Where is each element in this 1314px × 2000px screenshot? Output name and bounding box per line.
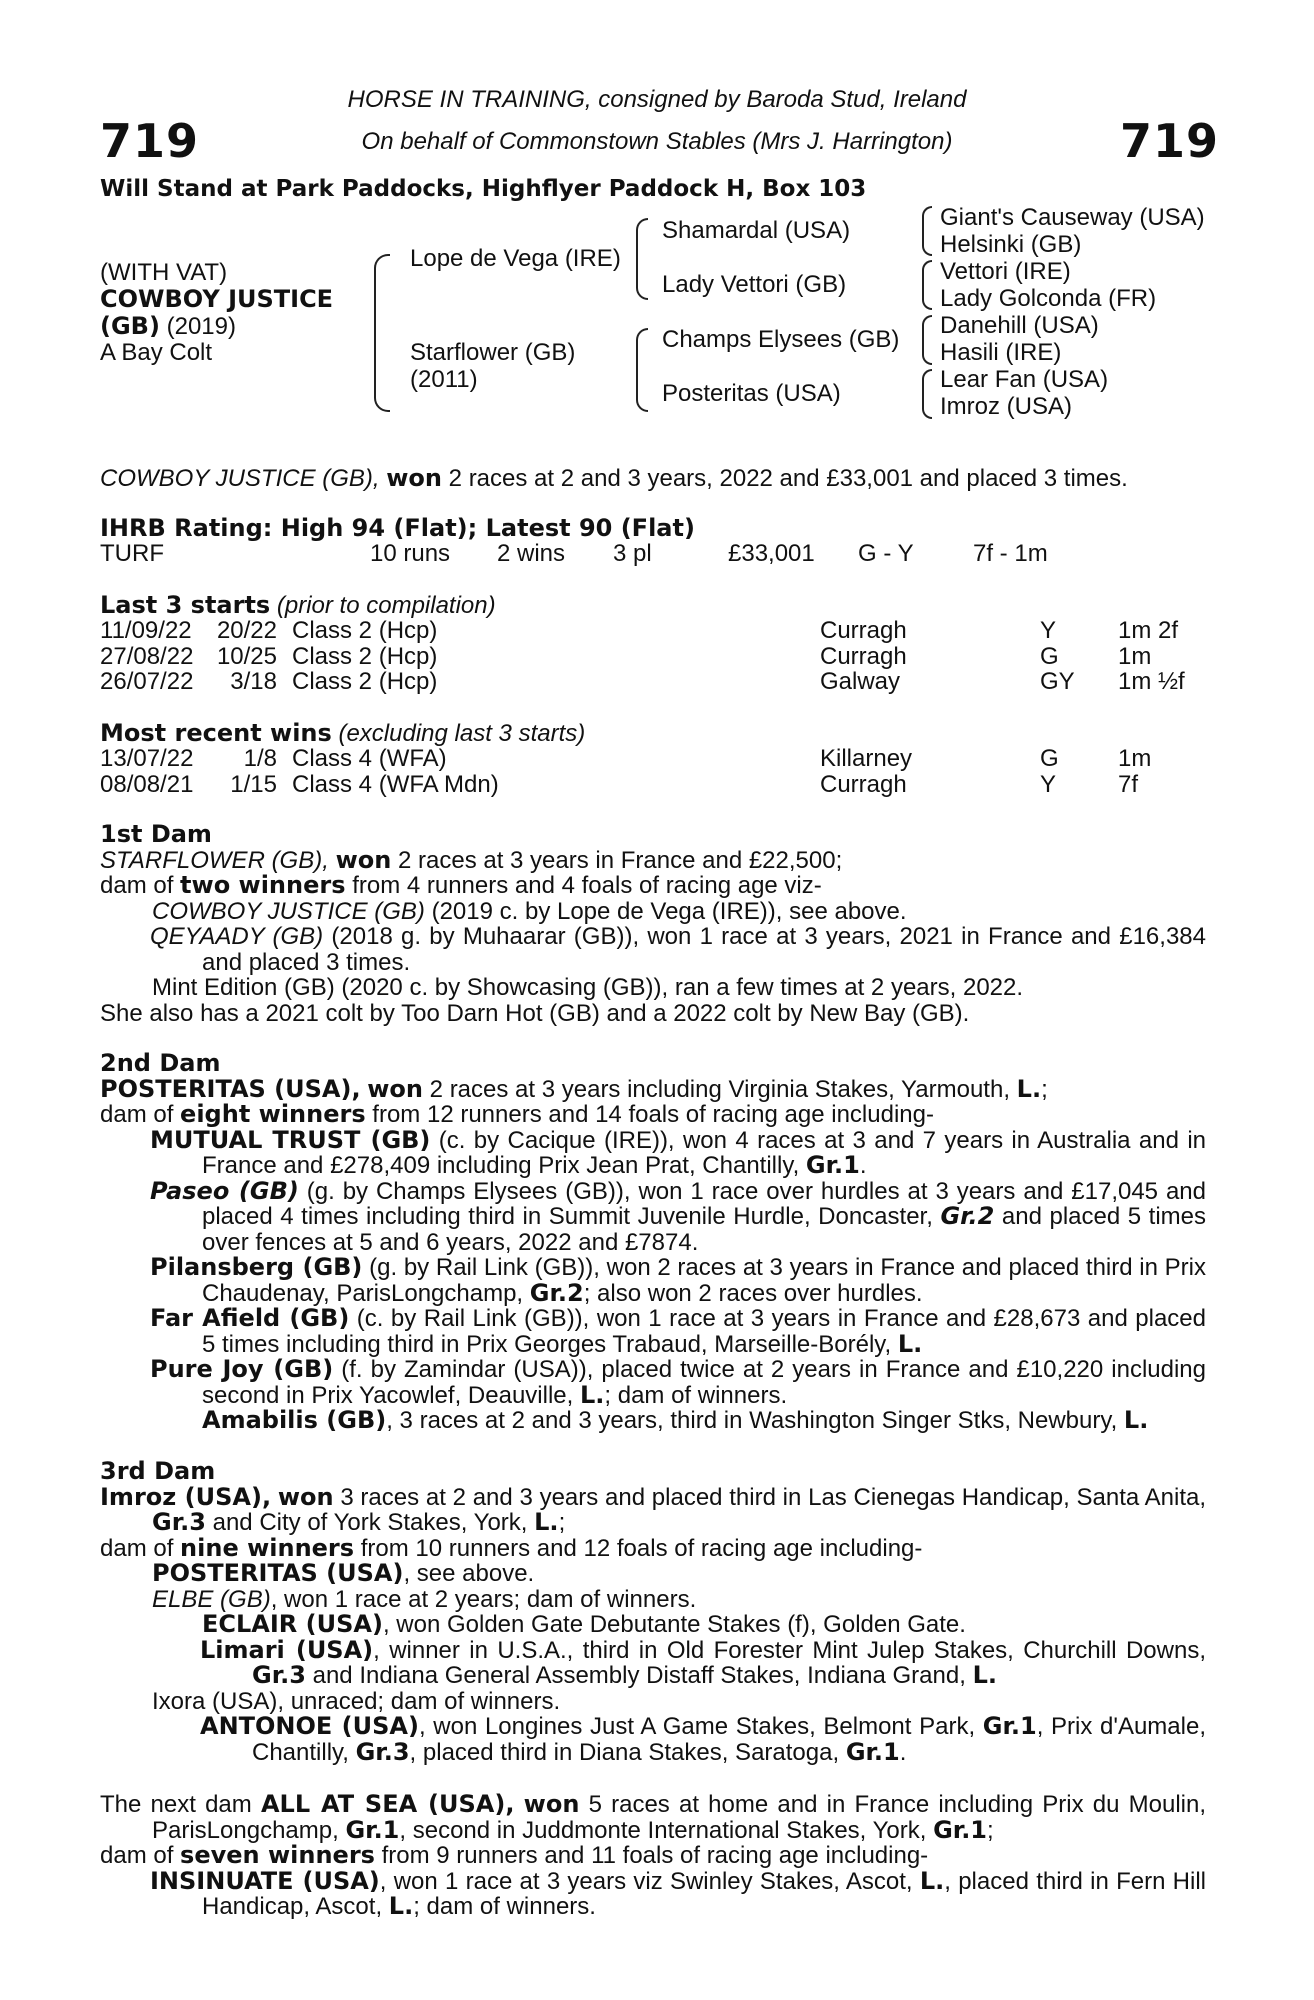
next-dam-line1 <box>100 1792 1206 1843</box>
rating-wins: 2 wins <box>497 540 566 567</box>
recent-win-going: Y <box>1040 770 1057 798</box>
pedigree-dam: Starflower (GB) <box>410 339 576 366</box>
last3-course: Galway <box>820 668 901 695</box>
second-dam-won: won <box>367 1074 423 1103</box>
first-dam-section <box>100 822 1206 1026</box>
recent-win-dist: 1m <box>1118 745 1152 772</box>
pedigree-dsd: Hasili (IRE) <box>940 339 1062 366</box>
recent-wins-heading <box>100 720 585 747</box>
last3-course: Curragh <box>820 642 907 670</box>
next-dam-section <box>100 1792 1206 1920</box>
punct: , <box>505 1790 515 1818</box>
second-dam-name: POSTERITAS (USA), <box>100 1074 361 1103</box>
listed-mark: L. <box>534 1508 559 1536</box>
next-dam-winners: seven winners <box>180 1841 375 1869</box>
recent-win-row <box>100 746 1210 772</box>
third-dam-title: 3rd Dam <box>100 1457 216 1485</box>
third-dam-line1 <box>100 1482 1207 1536</box>
third-dam-offspring-3: Ixora (USA), unraced; dam of winners. <box>152 1687 561 1715</box>
offspring-detail: , 3 races at 2 and 3 years, third in Washington Singer Stks, Newbury, <box>386 1407 1118 1434</box>
offspring-detail: (g. by Champs Elysees (GB)), won 1 race over hurdles at 3 years and £17,045 and placed 4 times including third in Summit Juvenile Hurdle, Doncaster, <box>202 1177 1206 1230</box>
horse-country-year <box>100 313 236 340</box>
first-dam-offspring-3: Mint Edition (GB) (2020 c. by Showcasing (GB)), ran a few times at 2 years, 2022. <box>152 974 1024 1001</box>
third-dam-offspring-2 <box>100 1587 1206 1613</box>
listed-mark: L. <box>388 1892 414 1920</box>
offspring-detail: , won 1 race at 3 years viz Swinley Stakes, Ascot, <box>379 1867 913 1895</box>
recent-win-going: G <box>1040 745 1059 772</box>
punct: ; <box>1041 1075 1048 1103</box>
listed-mark: L. <box>579 1380 605 1409</box>
offspring-name: Pure Joy (GB) <box>150 1355 334 1383</box>
first-dam-won: won <box>335 845 392 874</box>
pedigree-dds: Lear Fan (USA) <box>940 366 1109 393</box>
pedigree-sd: Lady Vettori (GB) <box>662 271 847 298</box>
pedigree-sdd: Lady Golconda (FR) <box>940 285 1157 312</box>
last3-dist: 1m <box>1118 642 1152 670</box>
consignor-line: HORSE IN TRAINING, consigned by Baroda Stud, Ireland <box>347 86 967 113</box>
third-dam-won: won <box>277 1482 334 1511</box>
pedigree-brace-sd <box>922 260 932 310</box>
last3-pos: 3/18 <box>230 668 277 695</box>
first-dam-line1 <box>100 845 1206 874</box>
listed-mark: L. <box>1016 1074 1042 1103</box>
offspring-name: ELBE (GB) <box>152 1585 271 1613</box>
group-mark: Gr.1 <box>982 1712 1037 1740</box>
offspring-name: Far Afield (GB) <box>150 1304 350 1332</box>
rating-title: IHRB Rating: High 94 (Flat); Latest 90 (Flat) <box>100 514 695 542</box>
rating-row <box>100 541 1200 567</box>
second-dam-winners: eight winners <box>180 1100 366 1128</box>
horse-name: COWBOY JUSTICE <box>100 285 334 313</box>
offspring-detail-2: and Indiana General Assembly Distaff Stakes, Indiana Grand, <box>312 1662 966 1689</box>
recent-win-date: 08/08/21 <box>100 770 194 798</box>
offspring-detail: (c. by Cacique (IRE)), won 4 races at 3 and 7 years in Australia and in France and £278,409 including Prix Jean Prat, Chantilly, <box>202 1126 1206 1179</box>
second-dam-offspring-2 <box>100 1176 1207 1256</box>
rating-distance: 7f - 1m <box>973 540 1048 567</box>
pedigree-dd: Posteritas (USA) <box>662 380 841 407</box>
last3-pos: 20/22 <box>216 617 277 644</box>
rating-surface: TURF <box>100 540 164 567</box>
offspring-name: Pilansberg (GB) <box>150 1253 363 1281</box>
offspring-detail: (2018 g. by Muhaarar (GB)), won 1 race at 3 years, 2021 in France and £16,384 and placed 3 times. <box>202 923 1206 976</box>
recent-win-class: Class 4 (WFA) <box>292 745 447 772</box>
next-dam-damof: dam of <box>100 1842 174 1869</box>
last3-going: G <box>1040 642 1059 670</box>
first-dam-line2 <box>100 873 1206 899</box>
horse-description: A Bay Colt <box>100 339 213 366</box>
third-dam-grand-offspring-1 <box>100 1612 1206 1638</box>
stand-location: Will Stand at Park Paddocks, Highflyer Paddock H, Box 103 <box>100 176 867 202</box>
pedigree-brace-sire <box>636 218 648 300</box>
first-dam-name: STARFLOWER (GB), <box>100 846 329 874</box>
third-dam-winners: nine winners <box>180 1533 355 1562</box>
last3-row <box>100 618 1210 644</box>
group-mark: Gr.2 <box>529 1278 584 1307</box>
last3-date: 26/07/22 <box>100 668 194 695</box>
pedigree-brace-main <box>374 254 390 412</box>
last3-class: Class 2 (Hcp) <box>292 617 438 644</box>
third-dam-name: Imroz (USA), <box>100 1482 272 1511</box>
last3-class: Class 2 (Hcp) <box>292 668 438 695</box>
group-mark: Gr.3 <box>152 1508 206 1536</box>
second-dam-grand-offspring <box>100 1408 1206 1434</box>
pedigree-brace-dd <box>922 369 932 419</box>
first-dam-offspring-1 <box>100 899 1206 925</box>
listed-mark: L. <box>919 1866 945 1895</box>
group-mark: Gr.1 <box>345 1815 400 1844</box>
second-dam-title: 2nd Dam <box>100 1049 221 1077</box>
offspring-detail-2: , Prix d'Aumale, Chantilly, <box>252 1713 1206 1766</box>
offspring-name: INSINUATE (USA) <box>150 1866 380 1895</box>
pedigree-dam-year: (2011) <box>410 366 478 393</box>
next-dam-record: 5 races at home and in France including Prix du Moulin, ParisLongchamp, <box>152 1791 1207 1844</box>
last3-note: (prior to compilation) <box>276 592 496 619</box>
recent-win-class: Class 4 (WFA Mdn) <box>292 770 499 798</box>
offspring-detail-2: , placed third in Fern Hill Handicap, Ascot, <box>202 1867 1207 1920</box>
first-dam-foals: from 4 runners and 4 foals of racing age viz- <box>352 872 822 899</box>
offspring-detail-2: and placed 5 times over fences at 5 and 6 years, 2022 and £7874. <box>202 1203 1207 1256</box>
offspring-name: ECLAIR (USA) <box>202 1610 383 1638</box>
first-dam-record: 2 races at 3 years in France and £22,500; <box>397 846 843 874</box>
group-mark: Gr.1 <box>845 1737 900 1766</box>
third-dam-record-2: and City of York Stakes, York, <box>212 1509 528 1536</box>
third-dam-grand-offspring-2 <box>100 1635 1206 1689</box>
second-dam-damof: dam of <box>100 1101 174 1128</box>
vat-note: (WITH VAT) <box>100 259 228 286</box>
last3-going: GY <box>1040 668 1075 695</box>
last3-date: 27/08/22 <box>100 642 194 670</box>
offspring-detail-2: ; dam of winners. <box>604 1381 788 1409</box>
first-dam-winners: two winners <box>180 871 346 899</box>
horse-country: (GB) <box>100 312 160 340</box>
pedigree-ds: Champs Elysees (GB) <box>662 326 900 353</box>
last3-class: Class 2 (Hcp) <box>292 642 438 670</box>
group-mark: Gr.2 <box>940 1202 995 1230</box>
group-mark: Gr.1 <box>933 1815 988 1844</box>
offspring-detail: , see above. <box>403 1560 535 1587</box>
summary-rest: 2 races at 2 and 3 years, 2022 and £33,001 and placed 3 times. <box>448 465 1128 492</box>
second-dam-record: 2 races at 3 years including Virginia Stakes, Yarmouth, <box>429 1075 1010 1103</box>
pedigree-sds: Vettori (IRE) <box>940 258 1071 285</box>
offspring-name: Amabilis (GB) <box>202 1406 387 1434</box>
second-dam-offspring-1 <box>100 1125 1206 1179</box>
offspring-detail-3: , placed third in Diana Stakes, Saratoga, <box>409 1738 840 1766</box>
third-dam-damof: dam of <box>100 1534 174 1562</box>
last3-heading <box>100 592 496 619</box>
recent-win-pos: 1/15 <box>230 770 277 798</box>
offspring-detail: (c. by Rail Link (GB)), won 1 race at 3 years in France and £28,673 and placed 5 times including third in Prix Georges Trabaud, Marseille-Borély, <box>202 1305 1206 1358</box>
next-dam-foals: from 9 runners and 11 foals of racing age including- <box>381 1842 929 1869</box>
offspring-detail: (g. by Rail Link (GB)), won 2 races at 3 years in France and placed third in Prix Chaudenay, ParisLongchamp, <box>202 1254 1206 1307</box>
punct: ; <box>987 1816 994 1844</box>
group-mark: Gr.3 <box>355 1737 410 1766</box>
group-mark: Gr.1 <box>805 1151 860 1179</box>
listed-mark: L. <box>972 1661 997 1689</box>
recent-win-course: Curragh <box>820 770 907 798</box>
offspring-detail: , winner in U.S.A., third in Old Forester Mint Julep Stakes, Churchill Downs, <box>373 1636 1206 1664</box>
third-dam-line2 <box>100 1533 1206 1562</box>
offspring-name: ANTONOE (USA) <box>200 1712 419 1740</box>
first-dam-offspring-2 <box>100 924 1206 975</box>
offspring-name: MUTUAL TRUST (GB) <box>150 1125 431 1154</box>
rating-going: G - Y <box>858 540 914 567</box>
first-dam-title: 1st Dam <box>100 820 212 848</box>
offspring-detail: (2019 c. by Lope de Vega (IRE)), see above. <box>431 897 907 925</box>
second-dam-line2 <box>100 1102 1206 1128</box>
offspring-detail-2: ; also won 2 races over hurdles. <box>583 1279 923 1307</box>
last3-course: Curragh <box>820 617 907 644</box>
pedigree-sire: Lope de Vega (IRE) <box>410 245 621 272</box>
offspring-detail: , won Golden Gate Debutante Stakes (f), Golden Gate. <box>382 1611 966 1638</box>
punct: . <box>899 1738 907 1766</box>
recent-wins-title: Most recent wins <box>100 719 332 747</box>
listed-mark: L. <box>1123 1406 1149 1434</box>
third-dam-section <box>100 1459 1206 1765</box>
pedigree-ss: Shamardal (USA) <box>662 217 851 244</box>
listed-mark: L. <box>897 1329 923 1358</box>
second-dam-section <box>100 1051 1206 1434</box>
rating-placed: 3 pl <box>613 540 652 567</box>
rating-runs: 10 runs <box>370 540 451 567</box>
last3-row <box>100 644 1210 670</box>
recent-win-row <box>100 772 1210 798</box>
pedigree-sss: Giant's Causeway (USA) <box>940 204 1205 231</box>
offspring-name: QEYAADY (GB) <box>150 923 324 950</box>
summary-won: won <box>386 464 442 492</box>
pedigree-ssd: Helsinki (GB) <box>940 231 1082 258</box>
last3-dist: 1m 2f <box>1118 617 1179 644</box>
third-dam-offspring-1 <box>100 1561 1206 1587</box>
next-dam-offspring-1 <box>100 1866 1207 1920</box>
offspring-detail: , won Longines Just A Game Stakes, Belmont Park, <box>418 1713 976 1740</box>
next-dam-line2 <box>100 1843 1206 1869</box>
offspring-name: POSTERITAS (USA) <box>152 1559 404 1587</box>
third-dam-grand-offspring-3 <box>100 1714 1206 1765</box>
pedigree-brace-ds <box>922 315 932 365</box>
second-dam-offspring-3 <box>100 1255 1206 1306</box>
offspring-name: COWBOY JUSTICE (GB) <box>152 897 425 925</box>
third-dam-foals: from 10 runners and 12 foals of racing age including- <box>360 1534 923 1562</box>
behalf-line: On behalf of Commonstown Stables (Mrs J. Harrington) <box>361 128 953 155</box>
recent-win-course: Killarney <box>820 745 913 772</box>
offspring-detail: (f. by Zamindar (USA)), placed twice at 2 years in France and £10,220 including second in Prix Yacowlef, Deauville, <box>202 1356 1206 1409</box>
pedigree-brace-ss <box>922 206 932 256</box>
third-dam-record: 3 races at 2 and 3 years and placed third in Las Cienegas Handicap, Santa Anita, <box>340 1483 1207 1511</box>
first-dam-note: She also has a 2021 colt by Too Darn Hot (GB) and a 2022 colt by New Bay (GB). <box>100 999 970 1027</box>
offspring-name: Paseo (GB) <box>150 1176 299 1205</box>
second-dam-offspring-5 <box>100 1357 1206 1408</box>
horse-year: (2019) <box>166 313 236 340</box>
recent-win-dist: 7f <box>1118 770 1139 798</box>
last3-title: Last 3 starts <box>100 591 271 619</box>
first-dam-damof: dam of <box>100 872 174 899</box>
last3-going: Y <box>1040 617 1057 644</box>
recent-win-pos: 1/8 <box>243 745 277 772</box>
rating-earnings: £33,001 <box>728 540 815 567</box>
summary-name: COWBOY JUSTICE (GB), <box>100 465 380 492</box>
lot-number-right: 719 <box>1120 114 1220 168</box>
offspring-name: Limari (USA) <box>200 1635 374 1664</box>
last3-pos: 10/25 <box>216 642 277 670</box>
recent-wins-note: (excluding last 3 starts) <box>338 720 586 747</box>
group-mark: Gr.3 <box>252 1661 306 1689</box>
next-dam-record-2: , second in Juddmonte International Stakes, York, <box>399 1816 927 1844</box>
second-dam-offspring-4 <box>100 1306 1206 1357</box>
last3-row <box>100 669 1210 695</box>
second-dam-line1 <box>100 1074 1206 1103</box>
pedigree-dss: Danehill (USA) <box>940 312 1099 339</box>
next-dam-label: The next dam <box>100 1791 252 1818</box>
punct: ; <box>558 1509 566 1536</box>
last3-dist: 1m ½f <box>1118 668 1185 695</box>
lot-number-left: 719 <box>100 114 200 168</box>
race-summary <box>100 465 1128 492</box>
second-dam-foals: from 12 runners and 14 foals of racing age including- <box>372 1101 934 1128</box>
offspring-detail: , won 1 race at 2 years; dam of winners. <box>270 1585 697 1613</box>
last3-date: 11/09/22 <box>100 617 192 644</box>
recent-win-date: 13/07/22 <box>100 745 194 772</box>
pedigree-ddd: Imroz (USA) <box>940 393 1072 420</box>
pedigree-brace-dam <box>636 328 648 412</box>
punct: . <box>859 1152 867 1179</box>
offspring-detail-3: ; dam of winners. <box>413 1893 596 1920</box>
next-dam-name: ALL AT SEA (USA) <box>260 1790 506 1818</box>
next-dam-won: won <box>523 1790 580 1818</box>
